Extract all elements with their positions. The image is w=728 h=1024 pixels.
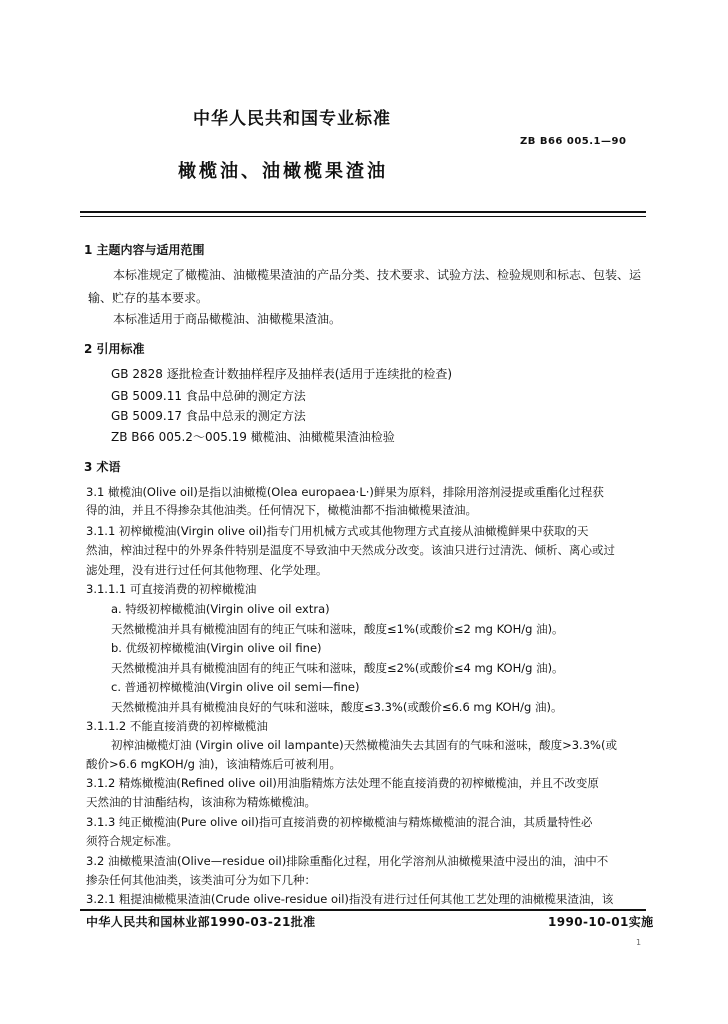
grade-a-label: a. 特级初榨橄榄油(Virgin olive oil extra)	[111, 602, 330, 616]
grade-b-text: 天然橄榄油并具有橄榄油固有的纯正气味和滋味，酸度≤2%(或酸价≤4 mg KOH/g 油)。	[111, 661, 564, 675]
term-3-1-1-line-1: 3.1.1 初榨橄榄油(Virgin olive oil)指专门用机械方式或其他物理方式直接从油橄榄鲜果中获取的天	[86, 524, 589, 538]
section-3-heading: 3 术语	[84, 460, 121, 474]
s1-paragraph-1-line-2: 输、贮存的基本要求。	[88, 291, 209, 305]
term-3-2-line-1: 3.2 油橄榄果渣油(Olive—residue oil)排除重酯化过程，用化学溶剂从油橄榄果渣中浸出的油，油中不	[86, 854, 609, 868]
s1-paragraph-2: 本标准适用于商品橄榄油、油橄榄果渣油。	[113, 312, 342, 326]
section-2-heading: 2 引用标准	[84, 342, 145, 356]
term-3-1-3-line-2: 须符合规定标准。	[86, 834, 178, 848]
reference-zbb66: ZB B66 005.2～005.19 橄榄油、油橄榄果渣油检验	[111, 430, 395, 444]
approval-line: 中华人民共和国林业部1990-03-21批准	[86, 915, 316, 929]
top-rule-thin	[80, 216, 646, 217]
reference-gb5009-11: GB 5009.11 食品中总砷的测定方法	[111, 389, 306, 403]
footer-rule	[80, 909, 646, 911]
standard-number: ZB B66 005.1—90	[520, 136, 627, 147]
grade-c-label: c. 普通初榨橄榄油(Virgin olive oil semi—fine)	[111, 680, 360, 694]
grade-a-text: 天然橄榄油并具有橄榄油固有的纯正气味和滋味，酸度≤1%(或酸价≤2 mg KOH/g 油)。	[111, 622, 564, 636]
term-3-1-3-line-1: 3.1.3 纯正橄榄油(Pure olive oil)指可直接消费的初榨橄榄油与精炼橄榄油的混合油，其质量特性必	[86, 815, 593, 829]
term-3-1-2-line-2: 天然油的甘油酯结构，该油称为精炼橄榄油。	[86, 795, 316, 809]
top-rule-thick	[80, 211, 646, 213]
term-3-1-1-1: 3.1.1.1 可直接消费的初榨橄榄油	[86, 582, 257, 596]
term-3-2-1: 3.2.1 粗提油橄榄果渣油(Crude olive-residue oil)指没有进行过任何其他工艺处理的油橄榄果渣油，该	[86, 892, 614, 906]
reference-gb5009-17: GB 5009.17 食品中总汞的测定方法	[111, 409, 306, 423]
term-3-1-1-2-line-2: 酸价>6.6 mgKOH/g 油)，该油精炼后可被利用。	[86, 757, 342, 771]
term-3-1-1-line-3: 滤处理，没有进行过任何其他物理、化学处理。	[86, 563, 328, 577]
term-3-1-line-2: 得的油，并且不得掺杂其他油类。任何情况下，橄榄油都不指油橄榄果渣油。	[86, 503, 477, 517]
section-1-heading: 1 主题内容与适用范围	[84, 243, 205, 257]
term-3-2-line-2: 掺杂任何其他油类，该类油可分为如下几种：	[86, 873, 316, 887]
effective-date: 1990-10-01实施	[548, 915, 654, 929]
grade-b-label: b. 优级初榨橄榄油(Virgin olive oil fine)	[111, 641, 322, 655]
s1-paragraph-1-line-1: 本标准规定了橄榄油、油橄榄果渣油的产品分类、技术要求、试验方法、检验规则和标志、包装、运	[113, 268, 642, 282]
term-3-1-1-2-line-1: 初榨油橄榄灯油 (Virgin olive oil lampante)天然橄榄油失去其固有的气味和滋味，酸度>3.3%(或	[111, 738, 617, 752]
term-3-1-1-line-2: 然油，榨油过程中的外界条件特别是温度不导致油中天然成分改变。该油只进行过清洗、倾析、离心或过	[86, 543, 615, 557]
standard-header-title: 中华人民共和国专业标准	[193, 109, 391, 129]
grade-c-text: 天然橄榄油并具有橄榄油良好的气味和滋味，酸度≤3.3%(或酸价≤6.6 mg KOH/g 油)。	[111, 700, 563, 714]
term-3-1-2-line-1: 3.1.2 精炼橄榄油(Refined olive oil)用油脂精炼方法处理不能直接消费的初榨橄榄油，并且不改变原	[86, 776, 599, 790]
term-3-1-1-2: 3.1.1.2 不能直接消费的初榨橄榄油	[86, 719, 268, 733]
page-number: 1	[636, 938, 642, 947]
document-title: 橄榄油、油橄榄果渣油	[178, 161, 388, 182]
term-3-1-line-1: 3.1 橄榄油(Olive oil)是指以油橄榄(Olea europaea·L·)鲜果为原料，排除用溶剂浸提或重酯化过程获	[86, 485, 604, 499]
reference-gb2828: GB 2828 逐批检查计数抽样程序及抽样表(适用于连续批的检查)	[111, 367, 453, 381]
